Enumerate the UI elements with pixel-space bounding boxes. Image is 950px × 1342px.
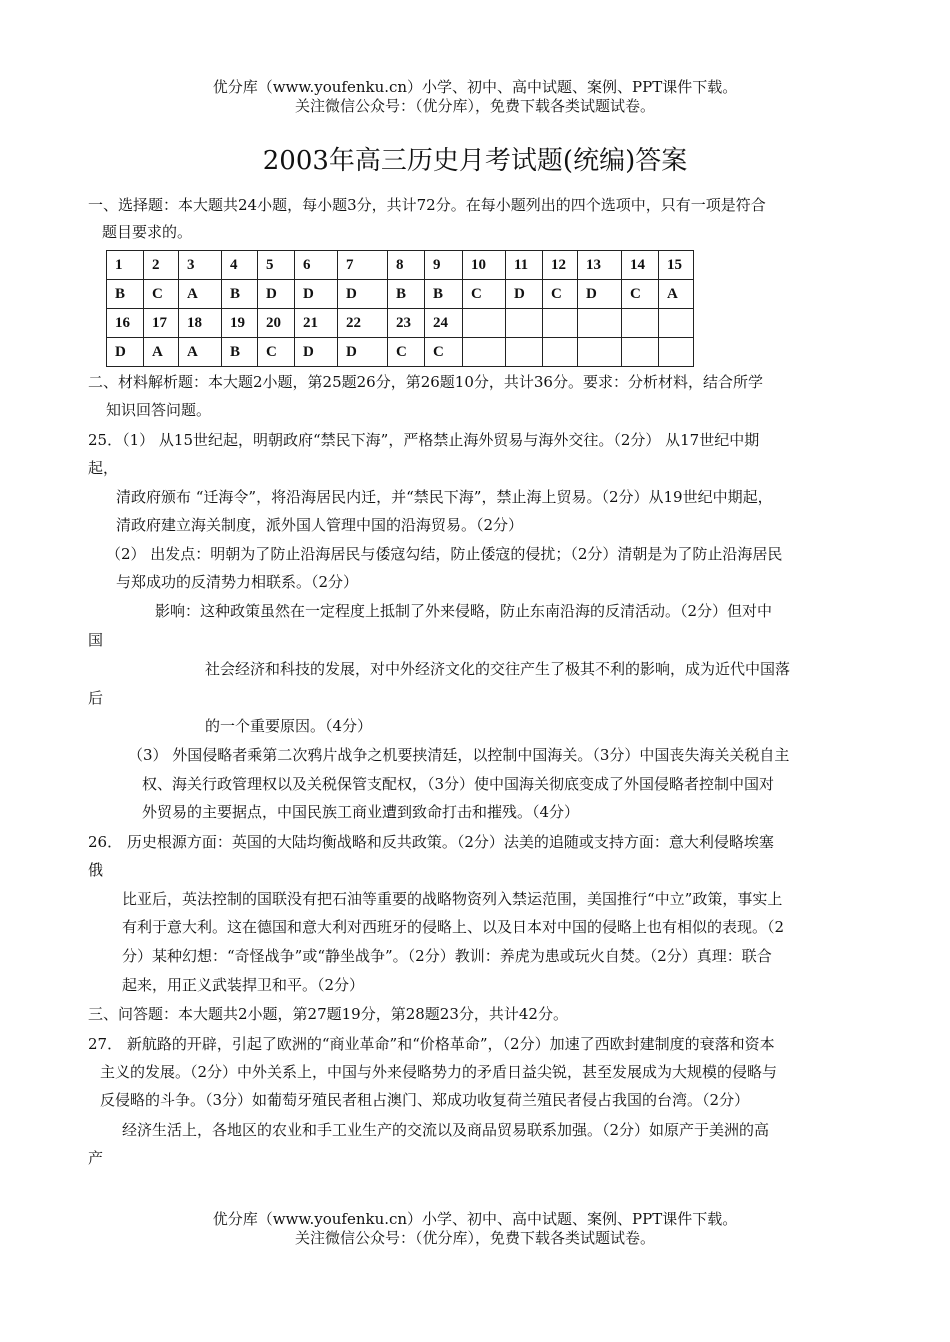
question-number: 6 (295, 251, 338, 280)
answer-row-numbers-1 (107, 251, 694, 280)
question-number: 23 (388, 309, 425, 338)
q25-line: （3） 外国侵略者乘第二次鸦片战争之机要挟清廷，以控制中国海关。（3分）中国丧失海关关税自主 (128, 746, 790, 764)
empty-cell (622, 338, 659, 367)
empty-cell (578, 338, 622, 367)
q25-line: 清政府建立海关制度，派外国人管理中国的沿海贸易。（2分） (116, 516, 524, 534)
question-number: 24 (425, 309, 463, 338)
question-number: 8 (388, 251, 425, 280)
section-1-heading: 一、选择题：本大题共24小题，每小题3分，共计72分。在每小题列出的四个选项中，只有一项是符合 (88, 196, 766, 214)
answer-letter: A (179, 280, 222, 309)
q25-line: 社会经济和科技的发展，对中外经济文化的交往产生了极其不利的影响，成为近代中国落 (205, 660, 791, 678)
q27-line: 27． 新航路的开辟，引起了欧洲的“商业革命”和“价格革命”，（2分）加速了西欧封建制度的衰落和资本 (88, 1035, 775, 1053)
answer-letter: D (338, 280, 388, 309)
empty-cell (543, 309, 578, 338)
answer-letter: B (222, 280, 258, 309)
question-number: 10 (463, 251, 506, 280)
q25-line: 起， (88, 459, 119, 477)
empty-cell (506, 309, 543, 338)
empty-cell (578, 309, 622, 338)
q26-line: 有利于意大利。这在德国和意大利对西班牙的侵略上、以及日本对中国的侵略上也有相似的表现。（2 (122, 918, 785, 936)
question-number: 14 (622, 251, 659, 280)
empty-cell (543, 338, 578, 367)
q26-line: 俄 (88, 861, 104, 879)
question-number: 16 (107, 309, 144, 338)
q25-line: 权、海关行政管理权以及关税保管支配权，（3分）使中国海关彻底变成了外国侵略者控制中国对 (142, 775, 775, 793)
q25-line: 清政府颁布 “迁海令”，将沿海居民内迁，并“禁民下海”，禁止海上贸易。（2分）从19世纪中期起， (116, 488, 773, 506)
header-line-2: 关注微信公众号：（优分库），免费下载各类试题试卷。 (294, 97, 655, 115)
q25-line: 外贸易的主要据点，中国民族工商业遭到致命打击和摧残。（4分） (142, 803, 580, 821)
answer-letter: C (463, 280, 506, 309)
q27-line: 产 (88, 1149, 104, 1167)
answer-letter: C (543, 280, 578, 309)
header-line-1: 优分库（www.youfenku.cn）小学、初中、高中试题、案例、PPT课件下载。 (212, 78, 738, 96)
answer-letter: D (506, 280, 543, 309)
empty-cell (463, 309, 506, 338)
q26-line: 起来，用正义武装捍卫和平。（2分） (122, 976, 365, 994)
answer-letter: A (144, 338, 179, 367)
answer-letter: D (107, 338, 144, 367)
footer-line-2: 关注微信公众号：（优分库），免费下载各类试题试卷。 (294, 1229, 655, 1247)
question-number: 21 (295, 309, 338, 338)
question-number: 7 (338, 251, 388, 280)
answer-letter: C (258, 338, 295, 367)
question-number: 13 (578, 251, 622, 280)
empty-cell (659, 338, 694, 367)
q27-line: 经济生活上，各地区的农业和手工业生产的交流以及商品贸易联系加强。（2分）如原产于美洲的高 (122, 1121, 770, 1139)
question-number: 2 (144, 251, 179, 280)
answer-letter: A (659, 280, 694, 309)
question-number: 9 (425, 251, 463, 280)
answer-letter: B (388, 280, 425, 309)
question-number: 19 (222, 309, 258, 338)
section-2-heading: 二、材料解析题：本大题2小题，第25题26分，第26题10分，共计36分。要求：分析材料，结合所学 (88, 373, 763, 391)
question-number: 22 (338, 309, 388, 338)
answer-letter: D (338, 338, 388, 367)
q25-line: 25．（1） 从15世纪起，明朝政府“禁民下海”，严格禁止海外贸易与海外交往。（2分） 从17世纪中期 (88, 431, 760, 449)
q25-line: 的一个重要原因。（4分） (205, 717, 373, 735)
q27-line: 反侵略的斗争。（3分）如葡萄牙殖民者租占澳门、郑成功收复荷兰殖民者侵占我国的台湾。（2分） (100, 1091, 750, 1109)
q25-line: 后 (88, 689, 104, 707)
page-footer (0, 1210, 950, 1248)
answer-letter: D (578, 280, 622, 309)
answer-letter: D (258, 280, 295, 309)
q25-line: 国 (88, 631, 104, 649)
answer-letter: C (425, 338, 463, 367)
question-number: 4 (222, 251, 258, 280)
q25-line: 与郑成功的反清势力相联系。（2分） (116, 573, 359, 591)
page-title: 2003年高三历史月考试题(统编)答案 (262, 146, 688, 176)
page-header (0, 78, 950, 116)
answer-letter: C (144, 280, 179, 309)
answer-letter: C (622, 280, 659, 309)
q27-line: 主义的发展。（2分）中外关系上，中国与外来侵略势力的矛盾日益尖锐，甚至发展成为大规模的侵略与 (100, 1063, 778, 1081)
question-number: 1 (107, 251, 144, 280)
q26-line: 比亚后，英法控制的国联没有把石油等重要的战略物资列入禁运范围，美国推行“中立”政策，事实上 (122, 890, 783, 908)
section-1-heading-cont: 题目要求的。 (102, 223, 193, 241)
answer-letter: D (295, 338, 338, 367)
answer-row-numbers-2 (107, 309, 694, 338)
answer-letter: B (107, 280, 144, 309)
section-3-heading: 三、问答题：本大题共2小题，第27题19分，第28题23分，共计42分。 (88, 1005, 568, 1023)
q25-line: 影响：这种政策虽然在一定程度上抵制了外来侵略，防止东南沿海的反清活动。（2分）但对中 (155, 602, 773, 620)
question-number: 3 (179, 251, 222, 280)
answer-letter: D (295, 280, 338, 309)
answer-row-answers-2 (107, 338, 694, 367)
answer-letter: A (179, 338, 222, 367)
answer-letter: B (425, 280, 463, 309)
question-number: 18 (179, 309, 222, 338)
empty-cell (659, 309, 694, 338)
q26-line: 26． 历史根源方面：英国的大陆均衡战略和反共政策。（2分）法美的追随或支持方面：意大利侵略埃塞 (88, 833, 774, 851)
empty-cell (506, 338, 543, 367)
section-2-heading-cont: 知识回答问题。 (106, 401, 212, 419)
footer-line-1: 优分库（www.youfenku.cn）小学、初中、高中试题、案例、PPT课件下载。 (212, 1210, 738, 1228)
question-number: 20 (258, 309, 295, 338)
question-number: 12 (543, 251, 578, 280)
empty-cell (463, 338, 506, 367)
answer-letter: C (388, 338, 425, 367)
q25-line: （2） 出发点：明朝为了防止沿海居民与倭寇勾结，防止倭寇的侵扰；（2分）清朝是为了防止沿海居民 (106, 545, 783, 563)
empty-cell (622, 309, 659, 338)
question-number: 15 (659, 251, 694, 280)
answer-row-answers-1 (107, 280, 694, 309)
answer-letter: B (222, 338, 258, 367)
question-number: 11 (506, 251, 543, 280)
q26-line: 分）某种幻想：“奇怪战争”或“静坐战争”。（2分）教训：养虎为患或玩火自焚。（2分）真理：联合 (122, 947, 772, 965)
question-number: 17 (144, 309, 179, 338)
question-number: 5 (258, 251, 295, 280)
answer-table (106, 250, 694, 367)
